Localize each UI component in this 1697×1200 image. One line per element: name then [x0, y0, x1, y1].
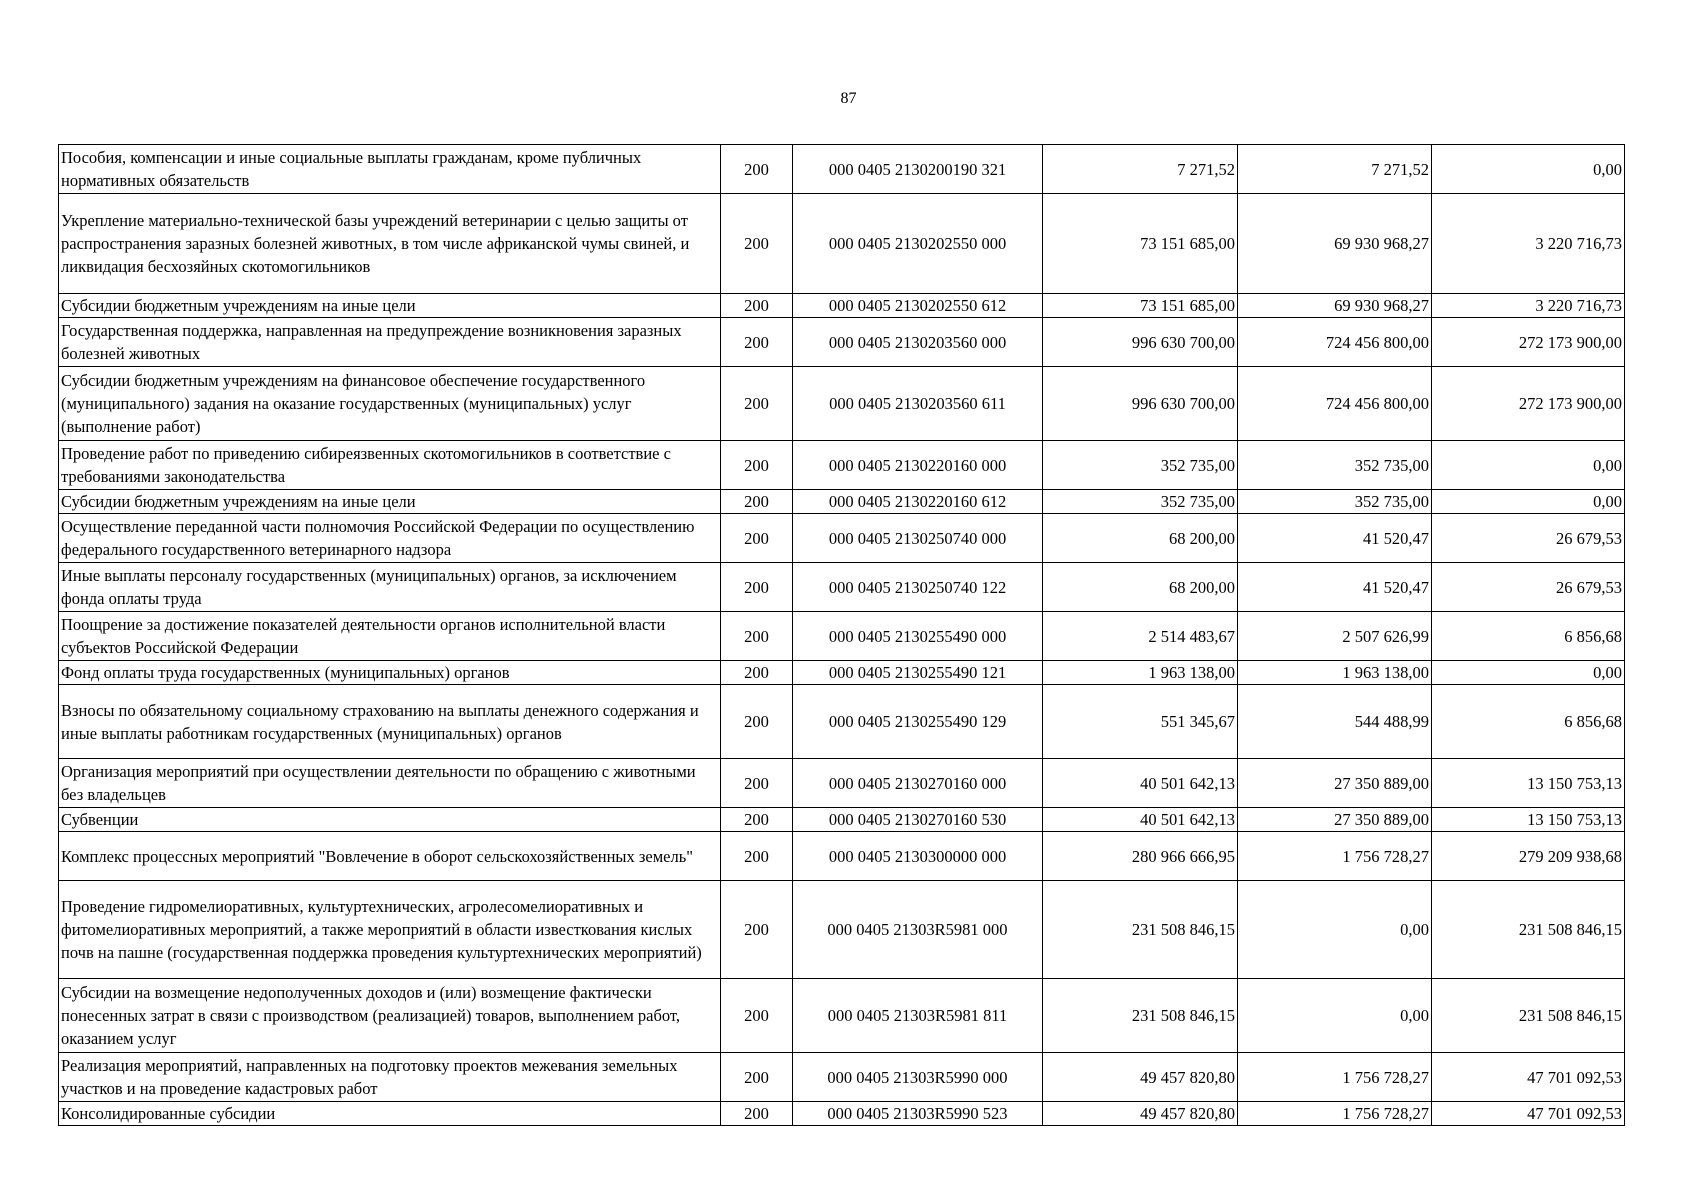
table-row [59, 318, 1625, 367]
table-row [59, 367, 1625, 441]
row-budget-classification-code: 000 0405 21303R5990 000 [793, 1053, 1043, 1102]
row-code: 200 [721, 979, 793, 1053]
row-executed-amount: 69 930 968,27 [1238, 294, 1432, 318]
row-budget-classification-code: 000 0405 21303R5981 000 [793, 881, 1043, 979]
row-name: Поощрение за достижение показателей деятельности органов исполнительной власти субъектов Российской Федерации [59, 612, 721, 661]
row-code: 200 [721, 145, 793, 194]
table-row [59, 685, 1625, 759]
row-name: Иные выплаты персоналу государственных (муниципальных) органов, за исключением фонда оплаты труда [59, 563, 721, 612]
row-budget-classification-code: 000 0405 2130202550 000 [793, 194, 1043, 294]
row-executed-amount: 2 507 626,99 [1238, 612, 1432, 661]
row-name: Субсидии бюджетным учреждениям на финансовое обеспечение государственного (муниципального) задания на оказание государственных (муниципальных) услуг (выполнение работ) [59, 367, 721, 441]
row-name: Проведение работ по приведению сибиреязвенных скотомогильников в соответствие с требованиями законодательства [59, 441, 721, 490]
row-approved-amount: 49 457 820,80 [1043, 1102, 1238, 1126]
row-budget-classification-code: 000 0405 2130220160 612 [793, 490, 1043, 514]
row-approved-amount: 2 514 483,67 [1043, 612, 1238, 661]
row-name: Реализация мероприятий, направленных на подготовку проектов межевания земельных участков и на проведение кадастровых работ [59, 1053, 721, 1102]
row-unexecuted-amount: 0,00 [1432, 145, 1625, 194]
row-executed-amount: 1 756 728,27 [1238, 1053, 1432, 1102]
row-unexecuted-amount: 26 679,53 [1432, 563, 1625, 612]
table-row [59, 1102, 1625, 1126]
row-unexecuted-amount: 3 220 716,73 [1432, 194, 1625, 294]
row-unexecuted-amount: 231 508 846,15 [1432, 979, 1625, 1053]
row-name: Пособия, компенсации и иные социальные выплаты гражданам, кроме публичных нормативных обязательств [59, 145, 721, 194]
budget-execution-table [58, 144, 1625, 1126]
row-name: Проведение гидромелиоративных, культуртехнических, агролесомелиоративных и фитомелиоративных мероприятий, а также мероприятий в области известкования кислых почв на пашне (государственная поддержка проведения культуртехнических мероприятий) [59, 881, 721, 979]
row-budget-classification-code: 000 0405 2130200190 321 [793, 145, 1043, 194]
row-approved-amount: 40 501 642,13 [1043, 808, 1238, 832]
row-code: 200 [721, 759, 793, 808]
row-approved-amount: 231 508 846,15 [1043, 979, 1238, 1053]
row-budget-classification-code: 000 0405 2130202550 612 [793, 294, 1043, 318]
row-executed-amount: 7 271,52 [1238, 145, 1432, 194]
row-name: Государственная поддержка, направленная на предупреждение возникновения заразных болезней животных [59, 318, 721, 367]
row-approved-amount: 7 271,52 [1043, 145, 1238, 194]
row-unexecuted-amount: 47 701 092,53 [1432, 1102, 1625, 1126]
table-row [59, 514, 1625, 563]
table-row [59, 145, 1625, 194]
row-code: 200 [721, 441, 793, 490]
row-approved-amount: 49 457 820,80 [1043, 1053, 1238, 1102]
row-name: Взносы по обязательному социальному страхованию на выплаты денежного содержания и иные выплаты работникам государственных (муниципальных) органов [59, 685, 721, 759]
table-row [59, 979, 1625, 1053]
row-approved-amount: 73 151 685,00 [1043, 294, 1238, 318]
table-row [59, 759, 1625, 808]
row-budget-classification-code: 000 0405 2130270160 530 [793, 808, 1043, 832]
row-unexecuted-amount: 272 173 900,00 [1432, 367, 1625, 441]
row-executed-amount: 27 350 889,00 [1238, 759, 1432, 808]
row-executed-amount: 27 350 889,00 [1238, 808, 1432, 832]
row-name: Организация мероприятий при осуществлении деятельности по обращению с животными без владельцев [59, 759, 721, 808]
row-executed-amount: 1 756 728,27 [1238, 1102, 1432, 1126]
row-approved-amount: 352 735,00 [1043, 490, 1238, 514]
row-approved-amount: 40 501 642,13 [1043, 759, 1238, 808]
row-name: Субвенции [59, 808, 721, 832]
table-row [59, 194, 1625, 294]
row-name: Осуществление переданной части полномочия Российской Федерации по осуществлению федерального государственного ветеринарного надзора [59, 514, 721, 563]
row-executed-amount: 69 930 968,27 [1238, 194, 1432, 294]
row-executed-amount: 352 735,00 [1238, 490, 1432, 514]
row-budget-classification-code: 000 0405 2130250740 000 [793, 514, 1043, 563]
row-code: 200 [721, 318, 793, 367]
row-unexecuted-amount: 0,00 [1432, 441, 1625, 490]
row-unexecuted-amount: 6 856,68 [1432, 612, 1625, 661]
row-unexecuted-amount: 272 173 900,00 [1432, 318, 1625, 367]
row-code: 200 [721, 661, 793, 685]
row-approved-amount: 280 966 666,95 [1043, 832, 1238, 881]
row-approved-amount: 996 630 700,00 [1043, 367, 1238, 441]
row-unexecuted-amount: 0,00 [1432, 490, 1625, 514]
table-row [59, 832, 1625, 881]
row-code: 200 [721, 685, 793, 759]
row-name: Укрепление материально-технической базы учреждений ветеринарии с целью защиты от распространения заразных болезней животных, в том числе африканской чумы свиней, и ликвидация бесхозяйных скотомогильников [59, 194, 721, 294]
row-approved-amount: 352 735,00 [1043, 441, 1238, 490]
row-budget-classification-code: 000 0405 2130220160 000 [793, 441, 1043, 490]
row-budget-classification-code: 000 0405 21303R5981 811 [793, 979, 1043, 1053]
row-approved-amount: 1 963 138,00 [1043, 661, 1238, 685]
row-code: 200 [721, 1053, 793, 1102]
row-executed-amount: 0,00 [1238, 881, 1432, 979]
row-unexecuted-amount: 13 150 753,13 [1432, 759, 1625, 808]
row-approved-amount: 231 508 846,15 [1043, 881, 1238, 979]
table-row [59, 563, 1625, 612]
table-row [59, 661, 1625, 685]
row-budget-classification-code: 000 0405 2130255490 000 [793, 612, 1043, 661]
row-budget-classification-code: 000 0405 21303R5990 523 [793, 1102, 1043, 1126]
row-code: 200 [721, 563, 793, 612]
row-budget-classification-code: 000 0405 2130203560 000 [793, 318, 1043, 367]
table-row [59, 294, 1625, 318]
table-row [59, 490, 1625, 514]
row-code: 200 [721, 194, 793, 294]
row-executed-amount: 352 735,00 [1238, 441, 1432, 490]
page-number: 87 [840, 90, 857, 107]
row-code: 200 [721, 367, 793, 441]
row-approved-amount: 68 200,00 [1043, 514, 1238, 563]
row-unexecuted-amount: 0,00 [1432, 661, 1625, 685]
row-executed-amount: 41 520,47 [1238, 514, 1432, 563]
table-row [59, 881, 1625, 979]
row-code: 200 [721, 1102, 793, 1126]
row-unexecuted-amount: 47 701 092,53 [1432, 1053, 1625, 1102]
row-executed-amount: 41 520,47 [1238, 563, 1432, 612]
row-code: 200 [721, 612, 793, 661]
row-code: 200 [721, 490, 793, 514]
row-budget-classification-code: 000 0405 2130270160 000 [793, 759, 1043, 808]
row-executed-amount: 1 756 728,27 [1238, 832, 1432, 881]
row-code: 200 [721, 808, 793, 832]
row-unexecuted-amount: 231 508 846,15 [1432, 881, 1625, 979]
row-unexecuted-amount: 13 150 753,13 [1432, 808, 1625, 832]
table-row [59, 612, 1625, 661]
row-approved-amount: 551 345,67 [1043, 685, 1238, 759]
row-name: Субсидии на возмещение недополученных доходов и (или) возмещение фактически понесенных затрат в связи с производством (реализацией) товаров, выполнением работ, оказанием услуг [59, 979, 721, 1053]
row-unexecuted-amount: 26 679,53 [1432, 514, 1625, 563]
row-budget-classification-code: 000 0405 2130255490 129 [793, 685, 1043, 759]
row-executed-amount: 724 456 800,00 [1238, 318, 1432, 367]
row-executed-amount: 544 488,99 [1238, 685, 1432, 759]
row-budget-classification-code: 000 0405 2130250740 122 [793, 563, 1043, 612]
table-row [59, 441, 1625, 490]
row-budget-classification-code: 000 0405 2130255490 121 [793, 661, 1043, 685]
row-approved-amount: 73 151 685,00 [1043, 194, 1238, 294]
row-code: 200 [721, 294, 793, 318]
row-executed-amount: 724 456 800,00 [1238, 367, 1432, 441]
row-code: 200 [721, 881, 793, 979]
table-row [59, 1053, 1625, 1102]
row-budget-classification-code: 000 0405 2130300000 000 [793, 832, 1043, 881]
row-code: 200 [721, 832, 793, 881]
row-code: 200 [721, 514, 793, 563]
row-approved-amount: 68 200,00 [1043, 563, 1238, 612]
row-approved-amount: 996 630 700,00 [1043, 318, 1238, 367]
row-unexecuted-amount: 279 209 938,68 [1432, 832, 1625, 881]
row-name: Субсидии бюджетным учреждениям на иные цели [59, 294, 721, 318]
row-executed-amount: 1 963 138,00 [1238, 661, 1432, 685]
table-row [59, 808, 1625, 832]
row-unexecuted-amount: 6 856,68 [1432, 685, 1625, 759]
row-name: Фонд оплаты труда государственных (муниципальных) органов [59, 661, 721, 685]
row-name: Субсидии бюджетным учреждениям на иные цели [59, 490, 721, 514]
row-budget-classification-code: 000 0405 2130203560 611 [793, 367, 1043, 441]
row-unexecuted-amount: 3 220 716,73 [1432, 294, 1625, 318]
row-name: Консолидированные субсидии [59, 1102, 721, 1126]
row-name: Комплекс процессных мероприятий "Вовлечение в оборот сельскохозяйственных земель" [59, 832, 721, 881]
row-executed-amount: 0,00 [1238, 979, 1432, 1053]
